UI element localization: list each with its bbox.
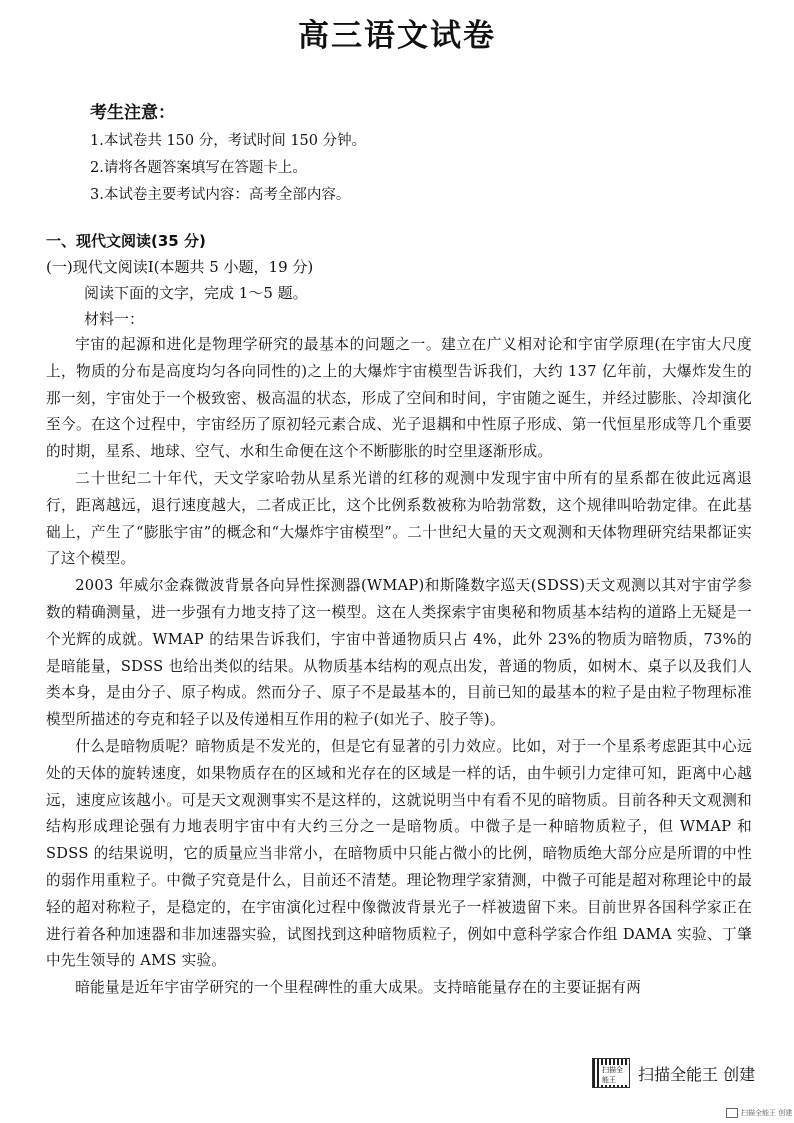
scanner-logo-icon: [726, 1108, 738, 1118]
subsection-heading: (一)现代文阅读Ⅰ(本题共 5 小题，19 分): [46, 258, 314, 276]
exam-notice: [90, 98, 710, 209]
paragraph: 什么是暗物质呢？暗物质是不发光的，但是它有显著的引力效应。比如，对于一个星系考虑距其中心远处的天体的旋转速度，如果物质存在的区域和光存在的区域是一样的话，由牛顿引力定律可知，距离中心越远，速度应该越小。可是天文观测事实不是这样的，这就说明当中有看不见的暗物质。目前各种天文观测和结构形成理论强有力地表明宇宙中有大约三分之一是暗物质。中微子是一种暗物质粒子，但 WMAP 和 SDSS 的结果说明，它的质量应当非常小，在暗物质中只能占微小的比例，暗物质绝大部分应是所谓的中性的弱作用重粒子。中微子究竟是什么，目前还不清楚。理论物理学家猜测，中微子可能是超对称理论中的最轻的超对称粒子，是稳定的，在宇宙演化过程中像微波背景光子一样被遗留下来。目前世界各国科学家正在进行着各种加速器和非加速器实验，试图找到这种暗物质粒子，例如中意科学家合作组 DAMA 实验、丁肇中先生领导的 AMS 实验。: [46, 737, 752, 970]
footer-watermark: [726, 1108, 792, 1118]
section-heading: 一、现代文阅读(35 分): [46, 232, 206, 250]
notice-item: 3.本试卷主要考试内容：高考全部内容。: [90, 187, 351, 203]
paragraph: 暗能量是近年宇宙学研究的一个里程碑性的重大成果。支持暗能量存在的主要证据有两: [75, 979, 642, 997]
notice-heading: 考生注意：: [90, 103, 175, 123]
scanner-watermark: [592, 1058, 755, 1088]
qr-label: 扫描全能王: [601, 1065, 629, 1085]
footer-text: 扫描全能王 创建: [741, 1109, 793, 1117]
notice-item: 1.本试卷共 150 分，考试时间 150 分钟。: [90, 133, 367, 149]
paragraph: 二十世纪二十年代，天文学家哈勃从星系光谱的红移的观测中发现宇宙中所有的星系都在彼此远离退行，距离越远，退行速度越大，二者成正比，这个比例系数被称为哈勃常数，这个规律叫哈勃定律。在此基础上，产生了“膨胀宇宙”的概念和“大爆炸宇宙模型”。二十世纪大量的天文观测和天体物理研究结果都证实了这个模型。: [46, 469, 752, 568]
page-title: 高三语文试卷: [298, 18, 496, 54]
material-label: 材料一：: [84, 310, 145, 328]
reading-instruction: 阅读下面的文字，完成 1～5 题。: [84, 284, 308, 302]
paragraph: 2003 年威尔金森微波背景各向异性探测器(WMAP)和斯隆数字巡天(SDSS)天文观测以其对宇宙学参数的精确测量，进一步强有力地支持了这一模型。这在人类探索宇宙奥秘和物质基本结构的道路上无疑是一个光辉的成就。WMAP 的结果告诉我们，宇宙中普通物质只占 4%，此外 23%的物质为暗物质，73%的是暗能量，SDSS 也给出类似的结果。从物质基本结构的观点出发，普通的物质，如树木、桌子以及我们人类本身，是由分子、原子构成。然而分子、原子不是最基本的，目前已知的最基本的粒子是由粒子物理标准模型所描述的夸克和轻子以及传递相互作用的粒子(如光子、胶子等)。: [46, 577, 752, 729]
notice-item: 2.请将各题答案填写在答题卡上。: [90, 160, 307, 176]
reading-section: [46, 228, 752, 1002]
watermark-text: 扫描全能王 创建: [638, 1064, 756, 1084]
qr-code-icon: [592, 1058, 630, 1088]
paragraph: 宇宙的起源和进化是物理学研究的最基本的问题之一。建立在广义相对论和宇宙学原理(在宇宙大尺度上，物质的分布是高度均匀各向同性的)之上的大爆炸宇宙模型告诉我们，大约 137 亿年前，大爆炸发生的那一刻，宇宙处于一个极致密、极高温的状态，形成了空间和时间，宇宙随之诞生，并经过膨胀、冷却演化至今。在这个过程中，宇宙经历了原初轻元素合成、光子退耦和中性原子形成、第一代恒星形成等几个重要的时期，星系、地球、空气、水和生命便在这个不断膨胀的时空里逐渐形成。: [46, 336, 752, 461]
